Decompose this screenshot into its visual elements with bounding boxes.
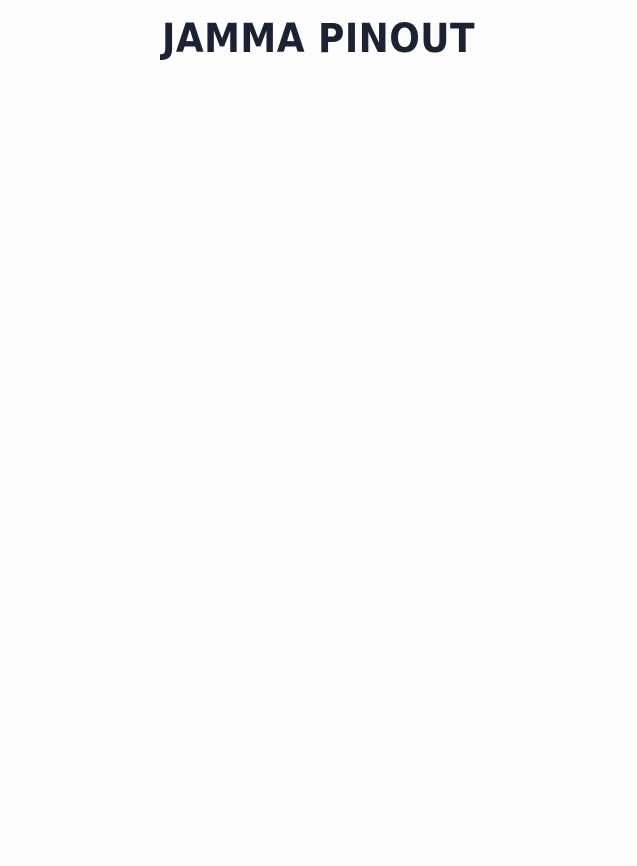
- content-area: [0, 80, 637, 866]
- page-title: JAMMA PINOUT: [161, 16, 476, 62]
